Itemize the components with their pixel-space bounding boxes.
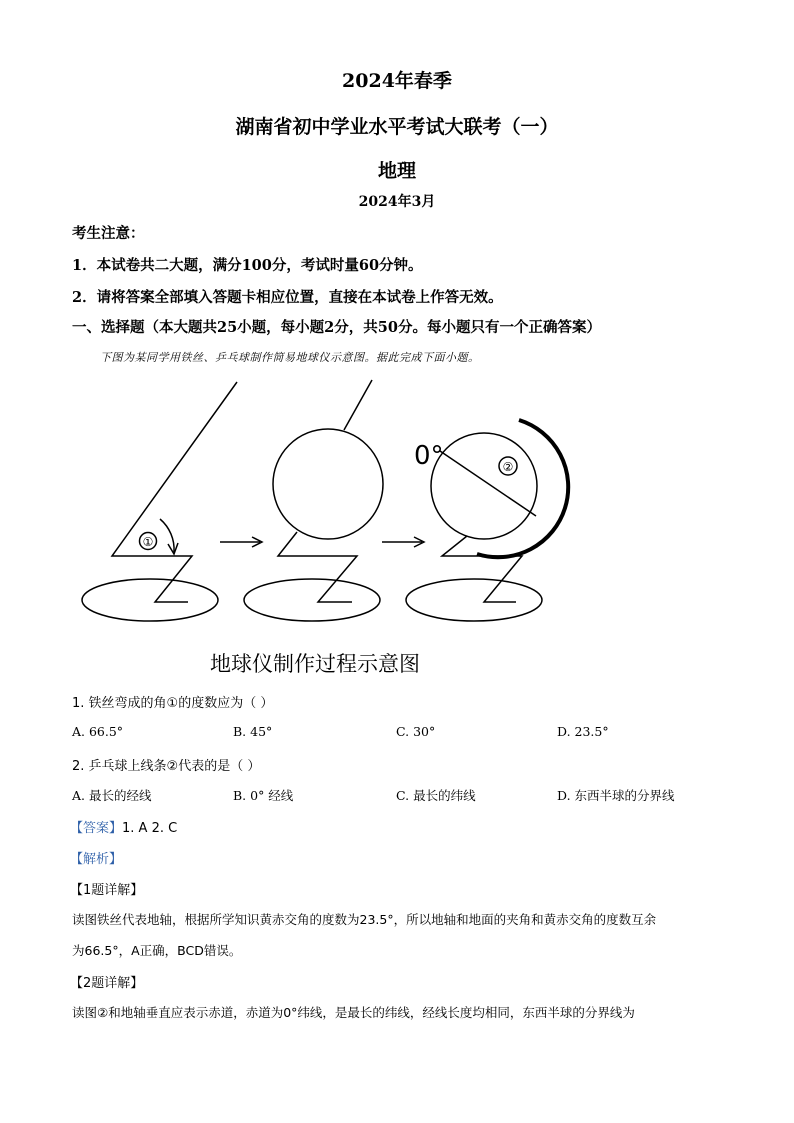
answer-value: 1. A 2. C — [122, 821, 178, 836]
base-stage-2 — [244, 579, 380, 621]
angle-label: ① — [142, 535, 154, 549]
wire-stage-1 — [112, 382, 237, 602]
globe-making-figure — [72, 374, 632, 634]
wire-top-stage-2 — [344, 380, 372, 430]
question-2-option-d: D. 东西半球的分界线 — [557, 788, 675, 803]
wire-stage-3 — [442, 536, 522, 602]
exam-date: 2024年3月 — [358, 194, 436, 210]
base-stage-3 — [406, 579, 542, 621]
exam-name-title: 湖南省初中学业水平考试大联考（一） — [235, 116, 559, 138]
notice-item-2: 2．请将答案全部填入答题卡相应位置，直接在本试卷上作答无效。 — [72, 289, 503, 306]
question-1-option-b: B. 45° — [233, 724, 273, 739]
equator-line — [440, 451, 536, 516]
detail-1-line-1: 读图铁丝代表地轴，根据所学知识黄赤交角的度数为23.5°，所以地轴和地面的夹角和黄赤交角的度数互余 — [72, 912, 657, 927]
question-1-option-a: A. 66.5° — [72, 724, 124, 739]
detail-1-line-2: 为66.5°，A正确，BCD错误。 — [72, 943, 242, 958]
section-heading: 一、选择题（本大题共25小题，每小题2分，共50分。每小题只有一个正确答案） — [72, 319, 601, 336]
detail-1-label: 【1题详解】 — [70, 883, 144, 898]
question-2-option-b: B. 0° 经线 — [233, 788, 294, 803]
exam-season-title: 2024年春季 — [342, 70, 452, 92]
answer-label: 【答案】 — [70, 821, 123, 836]
globe-ball — [431, 433, 537, 539]
notice-item-1: 1．本试卷共二大题，满分100分，考试时量60分钟。 — [72, 257, 423, 274]
zero-degree-label: 0° — [414, 441, 444, 471]
ping-pong-ball — [273, 429, 383, 539]
notice-title: 考生注意： — [72, 225, 145, 242]
line-label: ② — [502, 460, 514, 474]
question-2-option-a: A. 最长的经线 — [72, 788, 152, 803]
question-2-option-c: C. 最长的纬线 — [396, 788, 476, 803]
angle-arrow-arc — [160, 519, 174, 552]
detail-2-line-1: 读图②和地轴垂直应表示赤道，赤道为0°纬线，是最长的纬线，经线长度均相同，东西半球的分界线为 — [72, 1005, 635, 1020]
base-stage-1 — [82, 579, 218, 621]
figure-caption: 地球仪制作过程示意图 — [210, 652, 420, 676]
detail-2-label: 【2题详解】 — [70, 976, 144, 991]
question-1-option-d: D. 23.5° — [557, 724, 609, 739]
analysis-label: 【解析】 — [70, 852, 123, 867]
angle-arrow-head — [168, 543, 178, 554]
question-intro: 下图为某同学用铁丝、乒乓球制作简易地球仪示意图。据此完成下面小题。 — [100, 351, 480, 364]
question-2-stem: 2. 乒乓球上线条②代表的是（ ） — [72, 759, 261, 774]
wire-stage-2 — [278, 532, 357, 602]
question-1-stem: 1. 铁丝弯成的角①的度数应为（ ） — [72, 696, 274, 711]
question-1-option-c: C. 30° — [396, 724, 436, 739]
globe-meridian-ring — [477, 420, 568, 557]
answer-line — [70, 817, 177, 836]
subject-title: 地理 — [377, 160, 416, 182]
